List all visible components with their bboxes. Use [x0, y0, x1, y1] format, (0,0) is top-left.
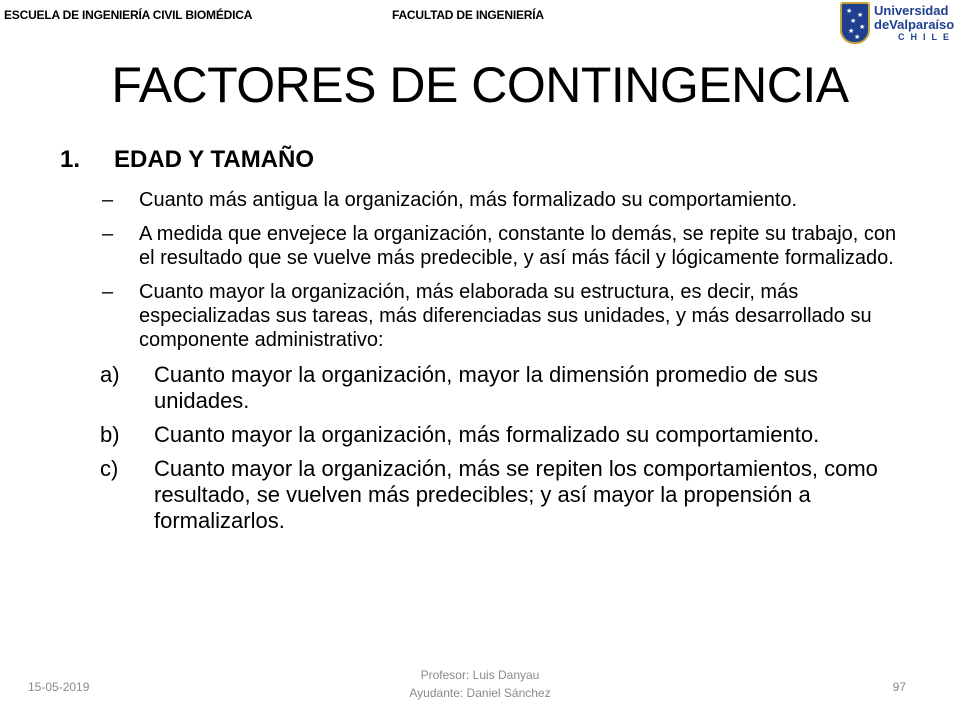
logo-line-2: deValparaíso [874, 17, 955, 32]
footer-page-number: 97 [892, 680, 906, 694]
university-logo [840, 2, 955, 48]
dash-marker: – [102, 189, 114, 211]
dash-list-item [102, 280, 910, 352]
alpha-list-item [100, 422, 910, 448]
header-faculty: FACULTAD DE INGENIERÍA [392, 8, 544, 22]
alpha-marker: a) [100, 362, 120, 387]
alpha-marker: b) [100, 422, 120, 447]
footer-date: 15-05-2019 [28, 680, 90, 694]
header-school: ESCUELA DE INGENIERÍA CIVIL BIOMÉDICA [4, 8, 253, 22]
section-number: 1. [60, 146, 81, 173]
dash-item-text: A medida que envejece la organización, constante lo demás, se repite su trabajo, con el resultado que se vuelve más predecible, y así más fácil y lógicamente formalizado. [139, 223, 897, 269]
footer-credits [0, 666, 960, 702]
dash-list-item [102, 188, 910, 212]
section-label: EDAD Y TAMAÑO [114, 146, 315, 173]
dash-marker: – [102, 223, 114, 245]
alpha-list-item [100, 456, 910, 534]
dash-list-item [102, 222, 910, 270]
alpha-item-text: Cuanto mayor la organización, mayor la dimensión promedio de sus unidades. [154, 362, 819, 413]
alpha-item-text: Cuanto mayor la organización, más se repiten los comportamientos, como resultado, se vuelven más predecibles; y así mayor la propensión a formalizarlos. [154, 456, 878, 533]
footer-professor: Profesor: Luis Danyau [420, 668, 540, 682]
alpha-list-item [100, 362, 910, 414]
slide-title: FACTORES DE CONTINGENCIA [111, 57, 849, 113]
dash-item-text: Cuanto mayor la organización, más elaborada su estructura, es decir, más especializadas sus tareas, más diferenciadas sus unidades, y más desarrollado su componente administrativo: [139, 281, 872, 351]
logo-line-1: Universidad [874, 3, 949, 18]
logo-line-3: CHILE [898, 32, 955, 42]
dash-marker: – [102, 281, 114, 303]
shield-icon: ★ ★ ★ ★ ★ ★ [840, 2, 870, 44]
alpha-item-text: Cuanto mayor la organización, más formalizado su comportamiento. [154, 422, 820, 447]
section-heading [60, 146, 910, 174]
alpha-marker: c) [100, 456, 119, 481]
footer-assistant: Ayudante: Daniel Sánchez [409, 686, 551, 700]
slide-content [60, 146, 910, 542]
dash-item-text: Cuanto más antigua la organización, más formalizado su comportamiento. [139, 189, 798, 211]
